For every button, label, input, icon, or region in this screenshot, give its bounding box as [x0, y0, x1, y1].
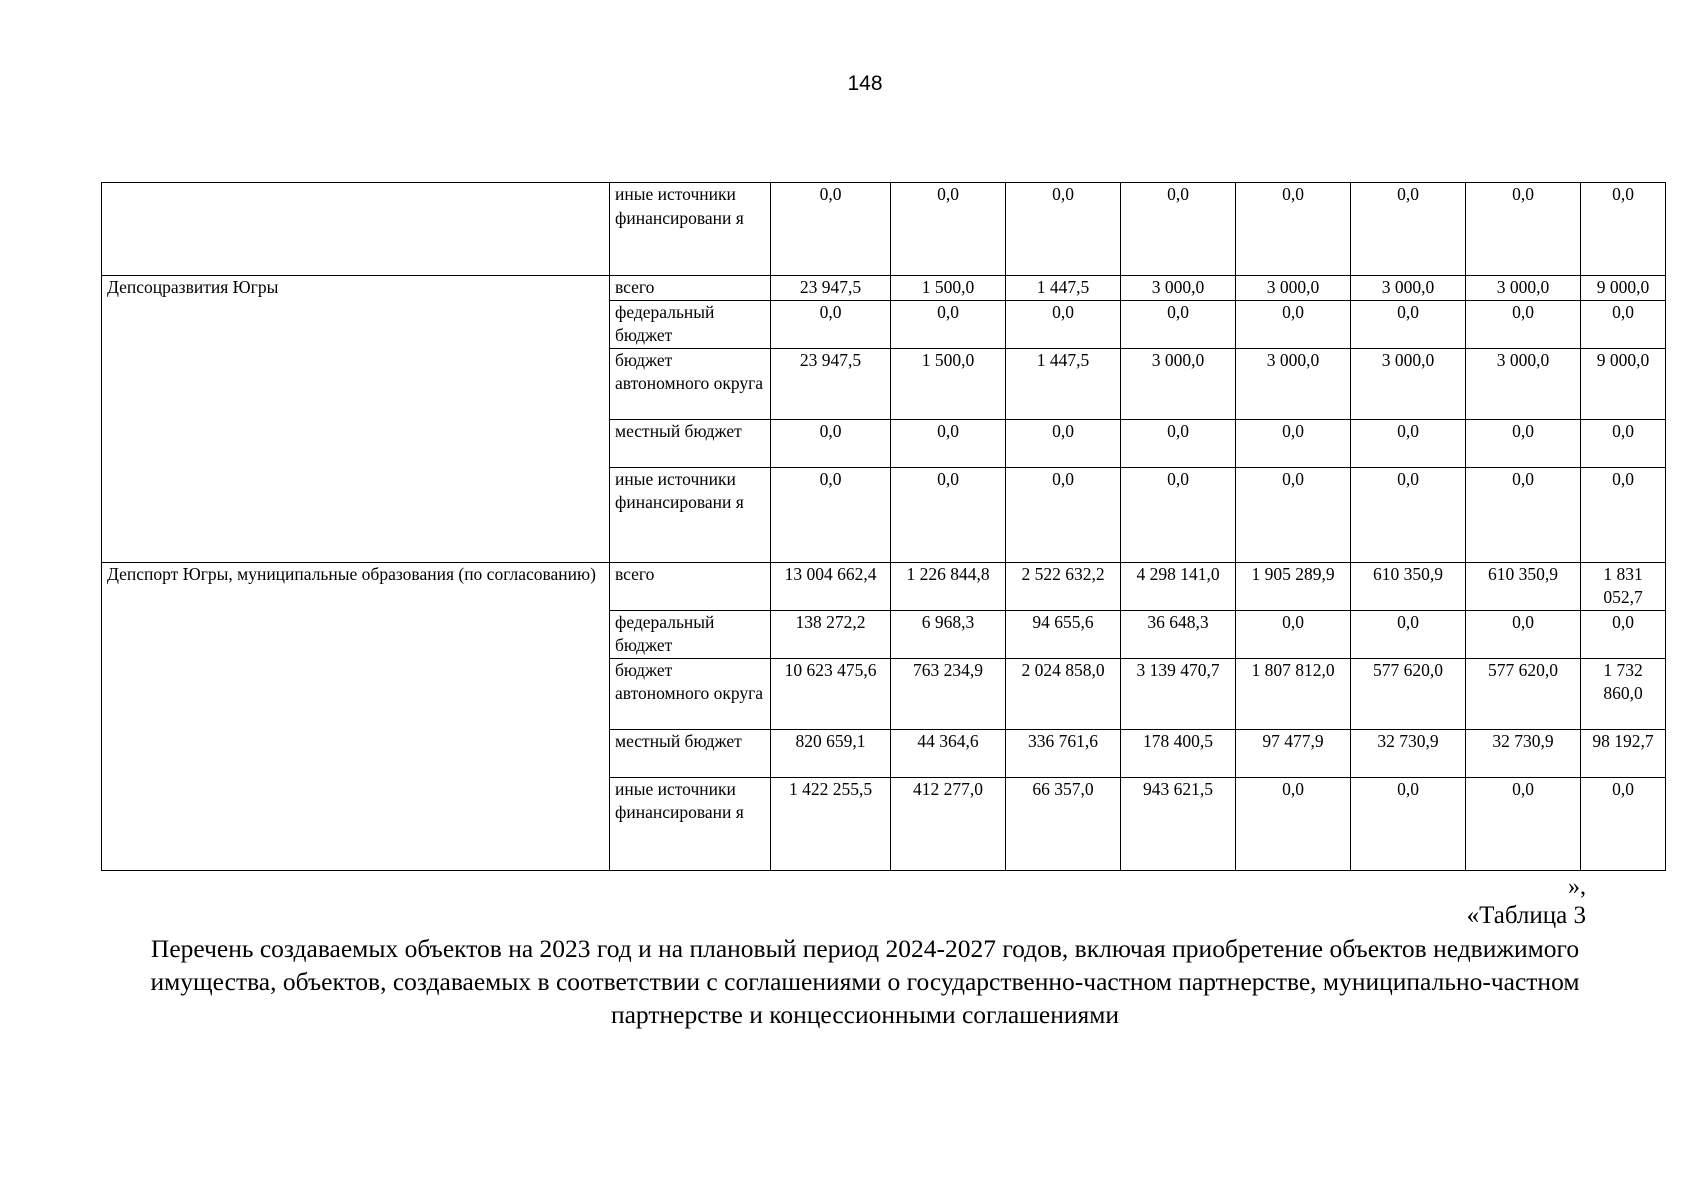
- table-row: [102, 562, 1666, 610]
- amount-cell: 3 000,0: [1466, 276, 1581, 301]
- amount-cell: 0,0: [1351, 183, 1466, 276]
- amount-cell: 0,0: [1236, 467, 1351, 562]
- amount-cell: 94 655,6: [1006, 610, 1121, 658]
- amount-cell: 0,0: [1006, 467, 1121, 562]
- amount-cell: 0,0: [1466, 777, 1581, 870]
- amount-cell: 44 364,6: [891, 729, 1006, 777]
- amount-cell: 0,0: [1351, 300, 1466, 348]
- amount-cell: 0,0: [1466, 183, 1581, 276]
- funding-source-cell: федеральный бюджет: [610, 610, 771, 658]
- section-heading: Перечень создаваемых объектов на 2023 год и на плановый период 2024-2027 годов, включая приобретение объектов недвижимого имущества, объектов, создаваемых в соответствии с соглашениями о государственно-частном партнерстве, муниципально-частном партнерстве и концессионными соглашениями: [150, 934, 1580, 1029]
- amount-cell: 0,0: [771, 467, 891, 562]
- amount-cell: 0,0: [1236, 419, 1351, 467]
- amount-cell: 0,0: [1581, 300, 1666, 348]
- amount-cell: 1 422 255,5: [771, 777, 891, 870]
- amount-cell: 1 732 860,0: [1581, 658, 1666, 729]
- organization-cell: Депсоцразвития Югры: [102, 276, 610, 563]
- amount-cell: 1 500,0: [891, 276, 1006, 301]
- table-caption: «Таблица 3: [1466, 902, 1586, 929]
- amount-cell: 23 947,5: [771, 348, 891, 419]
- amount-cell: 0,0: [1351, 777, 1466, 870]
- amount-cell: 0,0: [1466, 419, 1581, 467]
- amount-cell: 0,0: [1581, 777, 1666, 870]
- amount-cell: 610 350,9: [1351, 562, 1466, 610]
- amount-cell: 577 620,0: [1351, 658, 1466, 729]
- amount-cell: 178 400,5: [1121, 729, 1236, 777]
- amount-cell: 0,0: [1466, 610, 1581, 658]
- amount-cell: 1 500,0: [891, 348, 1006, 419]
- amount-cell: 138 272,2: [771, 610, 891, 658]
- amount-cell: 3 139 470,7: [1121, 658, 1236, 729]
- amount-cell: 98 192,7: [1581, 729, 1666, 777]
- amount-cell: 1 447,5: [1006, 276, 1121, 301]
- amount-cell: 0,0: [1351, 610, 1466, 658]
- amount-cell: 0,0: [1121, 300, 1236, 348]
- amount-cell: 23 947,5: [771, 276, 891, 301]
- amount-cell: 0,0: [1581, 419, 1666, 467]
- amount-cell: 0,0: [1236, 777, 1351, 870]
- amount-cell: 0,0: [1466, 300, 1581, 348]
- amount-cell: 9 000,0: [1581, 348, 1666, 419]
- amount-cell: 36 648,3: [1121, 610, 1236, 658]
- amount-cell: 3 000,0: [1121, 276, 1236, 301]
- amount-cell: 0,0: [1581, 467, 1666, 562]
- amount-cell: 3 000,0: [1121, 348, 1236, 419]
- amount-cell: 3 000,0: [1351, 276, 1466, 301]
- amount-cell: 3 000,0: [1466, 348, 1581, 419]
- amount-cell: 10 623 475,6: [771, 658, 891, 729]
- amount-cell: 9 000,0: [1581, 276, 1666, 301]
- funding-source-cell: иные источники финансировани я: [610, 777, 771, 870]
- amount-cell: 0,0: [1121, 419, 1236, 467]
- amount-cell: 0,0: [1121, 467, 1236, 562]
- amount-cell: 2 024 858,0: [1006, 658, 1121, 729]
- funding-source-cell: федеральный бюджет: [610, 300, 771, 348]
- amount-cell: 610 350,9: [1466, 562, 1581, 610]
- table-row: [102, 183, 1666, 276]
- funding-source-cell: бюджет автономного округа: [610, 348, 771, 419]
- funding-source-cell: местный бюджет: [610, 729, 771, 777]
- amount-cell: 943 621,5: [1121, 777, 1236, 870]
- funding-source-cell: всего: [610, 276, 771, 301]
- closing-quote: »,: [1568, 874, 1586, 900]
- amount-cell: 0,0: [1121, 183, 1236, 276]
- amount-cell: 0,0: [1006, 419, 1121, 467]
- amount-cell: 6 968,3: [891, 610, 1006, 658]
- amount-cell: 0,0: [1236, 300, 1351, 348]
- funding-source-cell: иные источники финансировани я: [610, 183, 771, 276]
- funding-source-cell: местный бюджет: [610, 419, 771, 467]
- table-row: [102, 276, 1666, 301]
- funding-source-cell: всего: [610, 562, 771, 610]
- amount-cell: 3 000,0: [1236, 276, 1351, 301]
- amount-cell: 3 000,0: [1351, 348, 1466, 419]
- amount-cell: 32 730,9: [1351, 729, 1466, 777]
- amount-cell: 0,0: [1581, 610, 1666, 658]
- amount-cell: 0,0: [1581, 183, 1666, 276]
- amount-cell: 1 447,5: [1006, 348, 1121, 419]
- amount-cell: 0,0: [1466, 467, 1581, 562]
- amount-cell: 3 000,0: [1236, 348, 1351, 419]
- organization-cell: [102, 183, 610, 276]
- amount-cell: 820 659,1: [771, 729, 891, 777]
- funding-source-cell: бюджет автономного округа: [610, 658, 771, 729]
- amount-cell: 0,0: [1236, 183, 1351, 276]
- amount-cell: 1 807 812,0: [1236, 658, 1351, 729]
- amount-cell: 13 004 662,4: [771, 562, 891, 610]
- amount-cell: 0,0: [771, 300, 891, 348]
- amount-cell: 577 620,0: [1466, 658, 1581, 729]
- amount-cell: 1 905 289,9: [1236, 562, 1351, 610]
- amount-cell: 66 357,0: [1006, 777, 1121, 870]
- amount-cell: 1 226 844,8: [891, 562, 1006, 610]
- financing-table-body: [102, 183, 1666, 871]
- amount-cell: 0,0: [891, 300, 1006, 348]
- amount-cell: 0,0: [1351, 467, 1466, 562]
- amount-cell: 97 477,9: [1236, 729, 1351, 777]
- amount-cell: 0,0: [1351, 419, 1466, 467]
- amount-cell: 336 761,6: [1006, 729, 1121, 777]
- amount-cell: 2 522 632,2: [1006, 562, 1121, 610]
- amount-cell: 0,0: [891, 419, 1006, 467]
- amount-cell: 0,0: [1006, 300, 1121, 348]
- amount-cell: 4 298 141,0: [1121, 562, 1236, 610]
- financing-table: [101, 182, 1666, 871]
- funding-source-cell: иные источники финансировани я: [610, 467, 771, 562]
- amount-cell: 0,0: [891, 183, 1006, 276]
- amount-cell: 1 831 052,7: [1581, 562, 1666, 610]
- organization-cell: Депспорт Югры, муниципальные образования (по согласованию): [102, 562, 610, 870]
- amount-cell: 0,0: [1236, 610, 1351, 658]
- page-number: 148: [847, 72, 883, 95]
- amount-cell: 0,0: [1006, 183, 1121, 276]
- amount-cell: 763 234,9: [891, 658, 1006, 729]
- amount-cell: 0,0: [891, 467, 1006, 562]
- amount-cell: 0,0: [771, 419, 891, 467]
- amount-cell: 412 277,0: [891, 777, 1006, 870]
- amount-cell: 32 730,9: [1466, 729, 1581, 777]
- amount-cell: 0,0: [771, 183, 891, 276]
